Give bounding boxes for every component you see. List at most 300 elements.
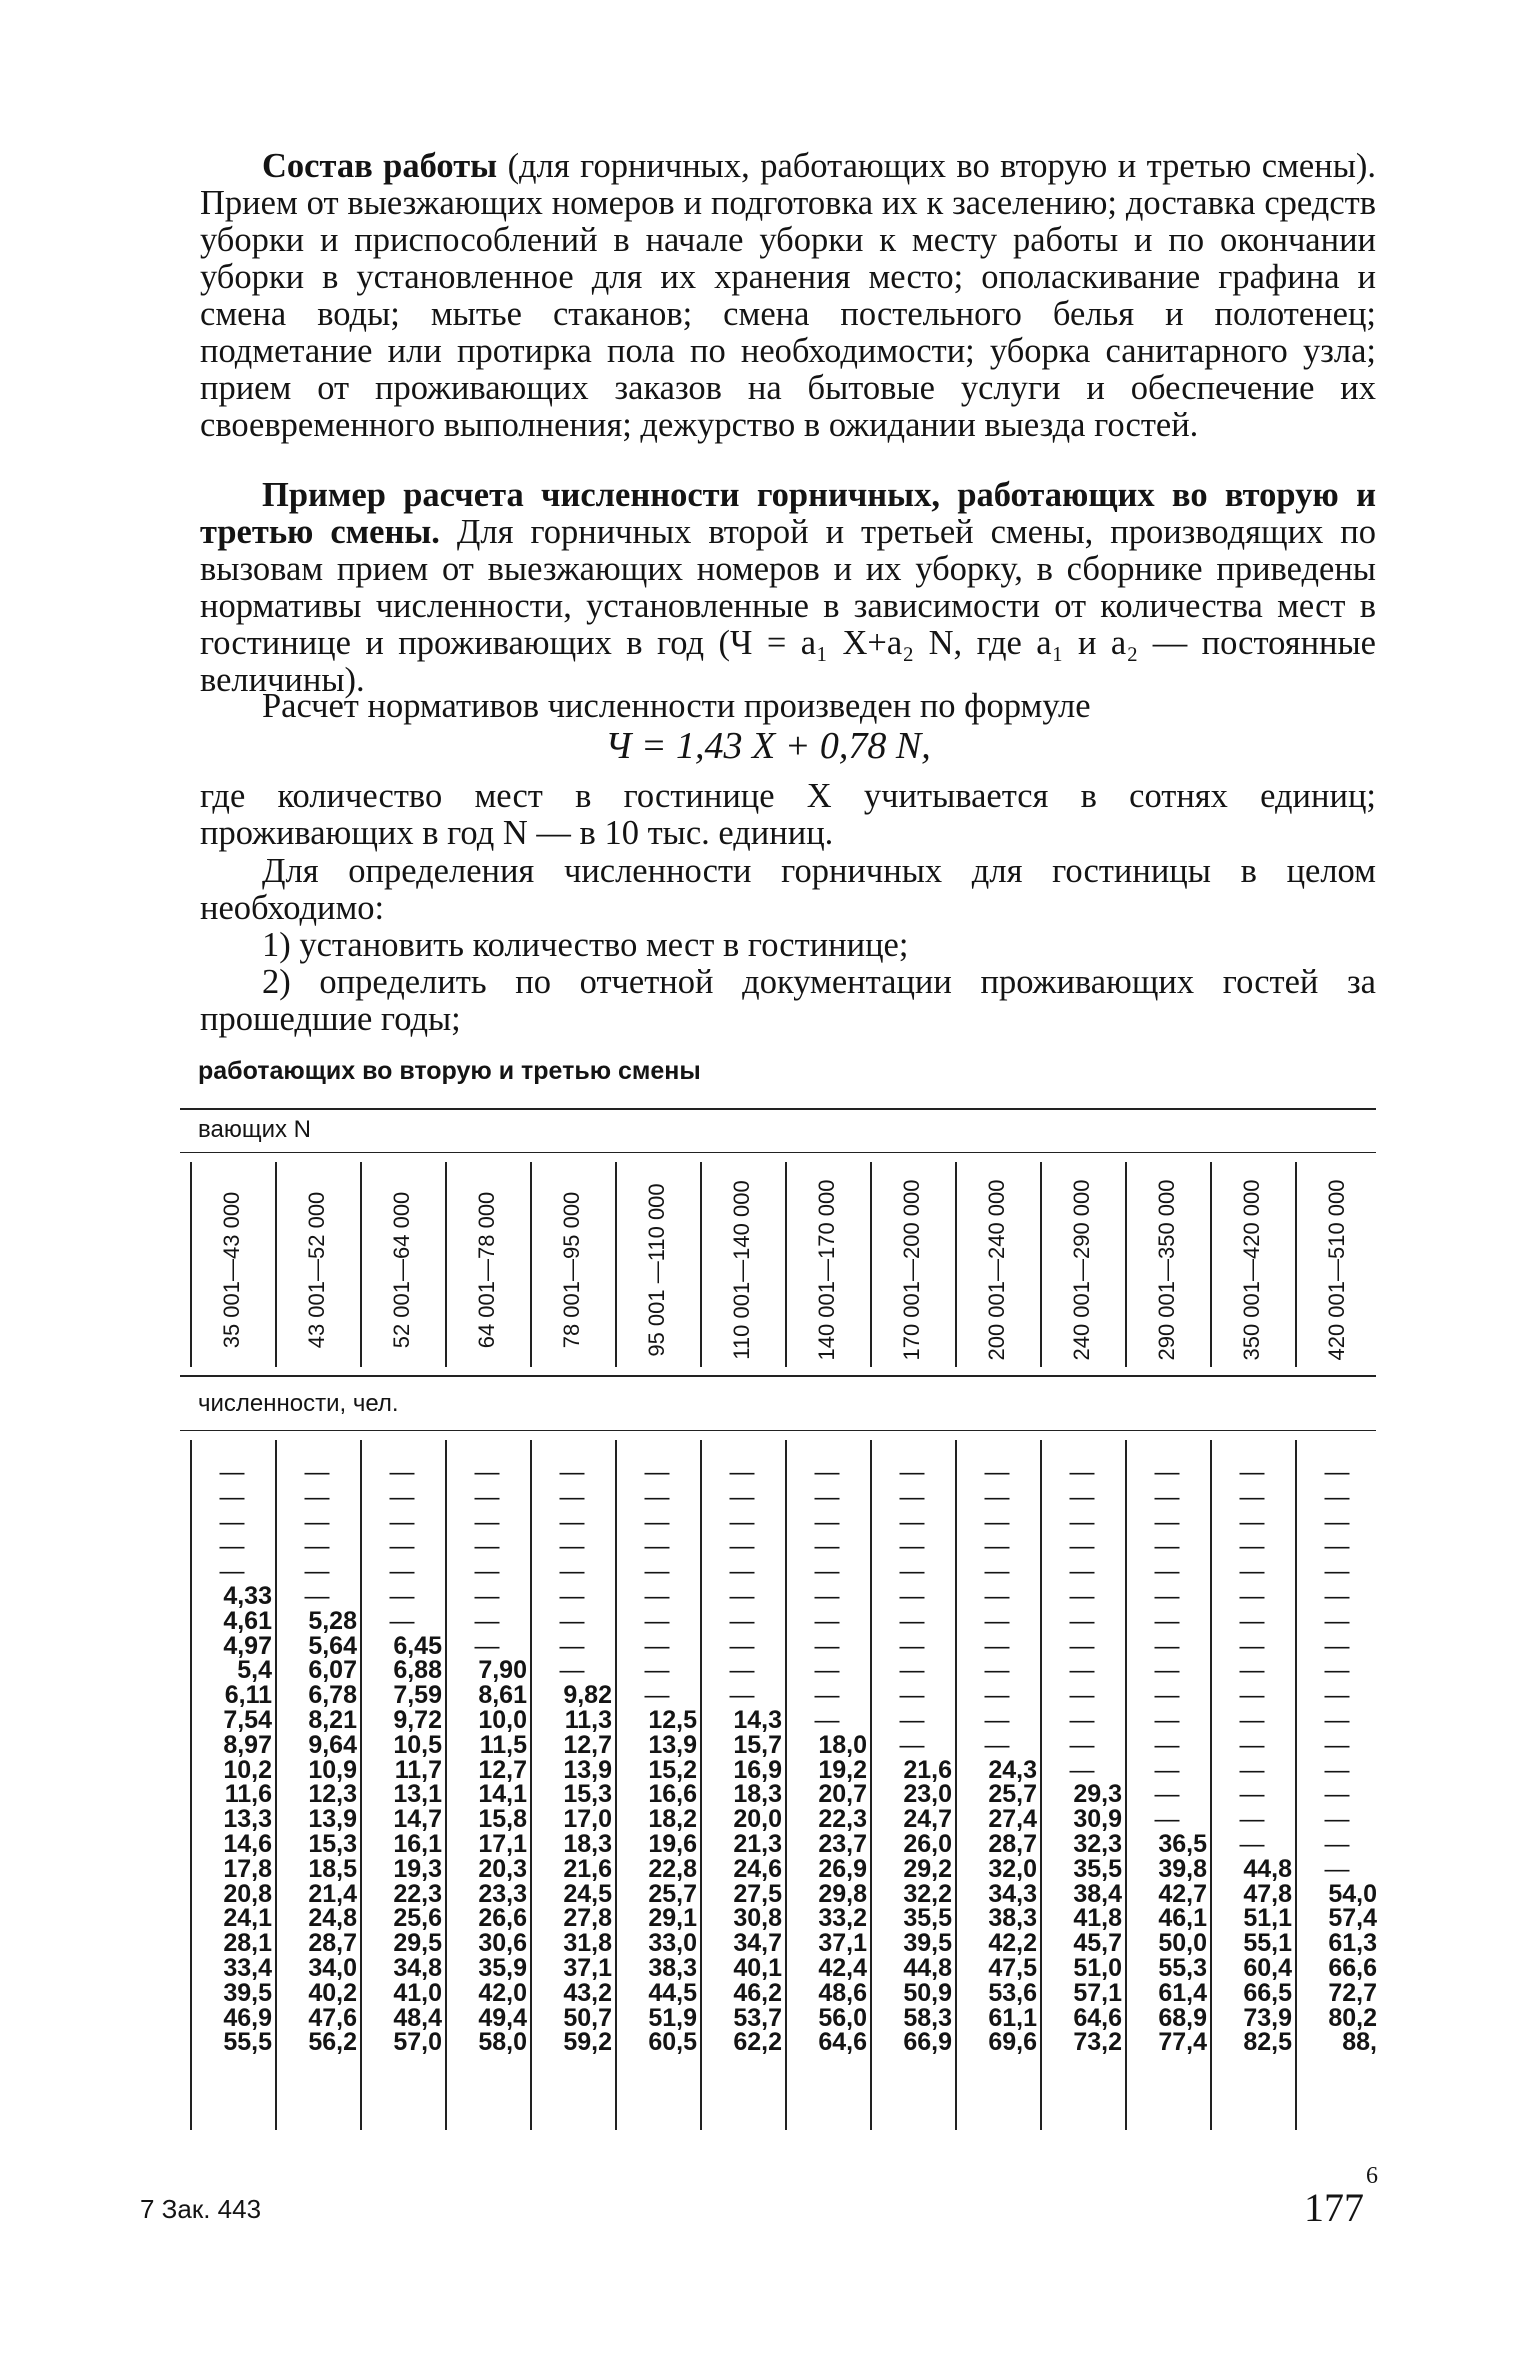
table-cell: 42,7	[1158, 1879, 1207, 1908]
table-cell: —	[814, 1482, 840, 1511]
column-header-label: 240 001—290 000	[1069, 1179, 1094, 1361]
formula-intro: Расчет нормативов численности произведен по формуле	[262, 687, 1091, 725]
table-cell: —	[1069, 1557, 1095, 1586]
table-cell: —	[1239, 1606, 1265, 1635]
table-cell: 42,4	[818, 1953, 867, 1982]
table-cell: 56,2	[308, 2028, 357, 2057]
table-cell: —	[1069, 1730, 1095, 1759]
table-cell: 38,4	[1073, 1879, 1122, 1908]
table-cell: —	[219, 1532, 245, 1561]
table-cell: —	[1154, 1606, 1180, 1635]
table-cell: 30,9	[1073, 1805, 1122, 1834]
table-cell: 46,9	[223, 2003, 272, 2032]
table-cell: —	[1069, 1606, 1095, 1635]
table-cell: —	[559, 1581, 585, 1610]
table-cell: —	[1239, 1705, 1265, 1734]
column-divider	[275, 1162, 277, 1367]
table-cell: —	[644, 1681, 670, 1710]
table-cell: —	[559, 1631, 585, 1660]
table-cell: 24,8	[308, 1904, 357, 1933]
table-cell: —	[1239, 1557, 1265, 1586]
table-cell: —	[644, 1606, 670, 1635]
table-cell: —	[1069, 1482, 1095, 1511]
table-cell: 26,9	[818, 1854, 867, 1883]
table-cell: 46,1	[1158, 1904, 1207, 1933]
table-cell: 47,5	[988, 1953, 1037, 1982]
table-cell: 15,3	[563, 1780, 612, 1809]
table-cell: —	[899, 1705, 925, 1734]
table-cell: —	[814, 1681, 840, 1710]
table-cell: 27,5	[733, 1879, 782, 1908]
data-column	[277, 1460, 357, 2055]
table-cell: 47,8	[1243, 1879, 1292, 1908]
table-cell: —	[644, 1581, 670, 1610]
table-cell: 23,3	[478, 1879, 527, 1908]
table-cell: 33,2	[818, 1904, 867, 1933]
table-cell: 57,1	[1073, 1978, 1122, 2007]
table-cell: 7,54	[223, 1705, 272, 1734]
table-cell: —	[1154, 1532, 1180, 1561]
table-cell: 8,61	[478, 1681, 527, 1710]
table-cell: 57,4	[1328, 1904, 1377, 1933]
column-divider	[530, 1162, 532, 1367]
table-cell: —	[729, 1681, 755, 1710]
table-cell: —	[729, 1507, 755, 1536]
table-cell: 53,6	[988, 1978, 1037, 2007]
table-cell: 6,45	[393, 1631, 442, 1660]
table-cell: 19,6	[648, 1829, 697, 1858]
data-column	[1127, 1460, 1207, 2055]
paragraph-formula-units	[200, 778, 1376, 852]
data-column	[1042, 1460, 1122, 2055]
table-cell: 72,7	[1328, 1978, 1377, 2007]
table-cell: —	[1154, 1730, 1180, 1759]
table-cell: 32,2	[903, 1879, 952, 1908]
table-cell: —	[474, 1507, 500, 1536]
table-cell: 55,1	[1243, 1929, 1292, 1958]
table-cell: 35,9	[478, 1953, 527, 1982]
data-column	[872, 1460, 952, 2055]
table-cell: 47,6	[308, 2003, 357, 2032]
formula-units: где количество мест в гостинице X учитывается в сотнях единиц; проживающих в год N — в 10 тыс. единиц.	[200, 777, 1376, 852]
table-cell: 53,7	[733, 2003, 782, 2032]
column-header-label: 95 001 —110 000	[644, 1183, 669, 1357]
column-divider	[870, 1162, 872, 1367]
data-column	[787, 1460, 867, 2055]
table-cell: 11,5	[479, 1730, 527, 1759]
table-cell: 37,1	[818, 1929, 867, 1958]
table-cell: 10,5	[393, 1730, 442, 1759]
table-cell: 14,3	[733, 1705, 782, 1734]
column-header	[1062, 1175, 1102, 1365]
table-cell: 22,8	[648, 1854, 697, 1883]
table-cell: —	[899, 1532, 925, 1561]
table-cell: —	[1239, 1532, 1265, 1561]
table-group-header: вающих N	[198, 1116, 311, 1143]
example-text: Для горничных второй и третьей смены, производящих по вызовам прием от выезжающих номеров и их уборку, в сборнике приведены нормативы численности, установленные в зависимости от количества мест в гостинице и проживающих в год (Ч = a₁ X+a₂ N, где a₁ и a₂ — постоянные величины).	[200, 513, 1376, 699]
table-cell: 25,6	[393, 1904, 442, 1933]
table-cell: 13,9	[563, 1755, 612, 1784]
table-cell: 73,2	[1073, 2028, 1122, 2057]
table-cell: 18,0	[818, 1730, 867, 1759]
table-cell: —	[1324, 1780, 1350, 1809]
data-column	[192, 1460, 272, 2055]
table-cell: 33,0	[648, 1929, 697, 1958]
table-cell: —	[899, 1458, 925, 1486]
column-divider	[700, 1162, 702, 1367]
table-cell: 51,1	[1243, 1904, 1292, 1933]
table-cell: —	[304, 1482, 330, 1511]
table-cell: —	[1239, 1581, 1265, 1610]
table-cell: —	[1239, 1507, 1265, 1536]
table-cell: 34,7	[733, 1929, 782, 1958]
column-divider	[190, 1162, 192, 1367]
table-cell: 29,2	[903, 1854, 952, 1883]
table-cell: 20,8	[223, 1879, 272, 1908]
table-cell: 58,3	[903, 2003, 952, 2032]
table-cell: —	[1324, 1458, 1350, 1486]
table-cell: 16,9	[733, 1755, 782, 1784]
table-cell: 22,3	[393, 1879, 442, 1908]
table-cell: 17,1	[478, 1829, 527, 1858]
table-cell: 35,5	[903, 1904, 952, 1933]
column-header-label: 350 001—420 000	[1239, 1179, 1264, 1361]
table-cell: 58,0	[478, 2028, 527, 2057]
table-cell: —	[1069, 1705, 1095, 1734]
table-cell: —	[814, 1557, 840, 1586]
table-cell: —	[984, 1631, 1010, 1660]
table-cell: —	[1154, 1482, 1180, 1511]
column-header	[892, 1175, 932, 1365]
page-number: 177	[1304, 2185, 1364, 2230]
table-cell: 59,2	[563, 2028, 612, 2057]
table-cell: —	[814, 1532, 840, 1561]
table-cell: —	[984, 1581, 1010, 1610]
column-header	[212, 1175, 252, 1365]
table-cell: 60,5	[648, 2028, 697, 2057]
table-cell: 14,1	[478, 1780, 527, 1809]
table-cell: 37,1	[563, 1953, 612, 1982]
table-cell: 41,0	[393, 1978, 442, 2007]
table-cell: —	[389, 1482, 415, 1511]
table-cell: 16,6	[648, 1780, 697, 1809]
table-cell: —	[729, 1631, 755, 1660]
table-cell: 24,5	[563, 1879, 612, 1908]
table-cell: —	[1069, 1755, 1095, 1784]
data-column	[702, 1460, 782, 2055]
table-cell: 5,4	[237, 1656, 272, 1685]
table-top-rule	[180, 1108, 1376, 1110]
data-column	[617, 1460, 697, 2055]
table-cell: 69,6	[988, 2028, 1037, 2057]
table-cell: —	[1324, 1656, 1350, 1685]
table-cell: 22,3	[818, 1805, 867, 1834]
table-cell: —	[474, 1557, 500, 1586]
table-cell: 10,0	[478, 1705, 527, 1734]
table-cell: 15,3	[308, 1829, 357, 1858]
table-cell: —	[304, 1557, 330, 1586]
column-header-label: 170 001—200 000	[899, 1179, 924, 1361]
column-divider	[445, 1162, 447, 1367]
column-header	[637, 1175, 677, 1365]
column-header	[1317, 1175, 1357, 1365]
column-header-label: 35 001—43 000	[219, 1191, 244, 1349]
column-header	[552, 1175, 592, 1365]
table-cell: 50,7	[563, 2003, 612, 2032]
table-cell: —	[729, 1482, 755, 1511]
table-cell: —	[729, 1656, 755, 1685]
table-cell: —	[304, 1581, 330, 1610]
table-cell: 28,1	[223, 1929, 272, 1958]
table-cell: —	[1154, 1805, 1180, 1834]
column-divider	[785, 1162, 787, 1367]
table-cell: 24,1	[223, 1904, 272, 1933]
table-cell: —	[1324, 1631, 1350, 1660]
table-cell: —	[474, 1606, 500, 1635]
table-cell: 34,0	[308, 1953, 357, 1982]
table-cell: 30,6	[478, 1929, 527, 1958]
procedure-item-2: 2) определить по отчетной документации проживающих гостей за прошедшие годы;	[200, 963, 1376, 1038]
table-cell: —	[474, 1532, 500, 1561]
table-cell: 61,3	[1328, 1929, 1377, 1958]
table-cell: —	[474, 1581, 500, 1610]
table-cell: 29,5	[393, 1929, 442, 1958]
column-header-label: 420 001—510 000	[1324, 1179, 1349, 1361]
table-cell: 18,3	[563, 1829, 612, 1858]
table-cell: 73,9	[1243, 2003, 1292, 2032]
table-cell: —	[559, 1532, 585, 1561]
table-cell: —	[474, 1458, 500, 1486]
table-cell: —	[304, 1532, 330, 1561]
column-divider	[1040, 1162, 1042, 1367]
table-cell: 48,4	[393, 2003, 442, 2032]
table-cell: —	[219, 1507, 245, 1536]
table-cell: —	[984, 1507, 1010, 1536]
table-cell: —	[1324, 1805, 1350, 1834]
table-cell: 40,1	[733, 1953, 782, 1982]
table-cell: 42,2	[988, 1929, 1037, 1958]
table-cell: 18,3	[733, 1780, 782, 1809]
table-cell: 61,4	[1158, 1978, 1207, 2007]
table-cell: —	[1239, 1631, 1265, 1660]
table-header-rule	[180, 1152, 1376, 1153]
table-cell: 26,6	[478, 1904, 527, 1933]
data-column	[957, 1460, 1037, 2055]
table-cell: 54,0	[1328, 1879, 1377, 1908]
table-cell: 56,0	[818, 2003, 867, 2032]
column-header-label: 290 001—350 000	[1154, 1179, 1179, 1361]
table-cell: —	[559, 1557, 585, 1586]
table-cell: —	[389, 1507, 415, 1536]
table-cell: 32,3	[1073, 1829, 1122, 1858]
table-cell: 19,2	[818, 1755, 867, 1784]
data-column	[362, 1460, 442, 2055]
table-cell: 12,5	[648, 1705, 697, 1734]
table-cell: —	[984, 1557, 1010, 1586]
table-cell: —	[1324, 1482, 1350, 1511]
table-cell: —	[814, 1705, 840, 1734]
table-cell: —	[389, 1581, 415, 1610]
table-cell: —	[1069, 1631, 1095, 1660]
table-cell: —	[899, 1656, 925, 1685]
table-cell: 13,9	[648, 1730, 697, 1759]
table-cell: —	[984, 1482, 1010, 1511]
column-divider	[1210, 1162, 1212, 1367]
table-cell: —	[814, 1507, 840, 1536]
table-subheader: численности, чел.	[198, 1390, 399, 1417]
table-cell: 9,64	[308, 1730, 357, 1759]
table-cell: —	[474, 1482, 500, 1511]
table-cell: 60,4	[1243, 1953, 1292, 1982]
table-cell: 29,1	[648, 1904, 697, 1933]
table-cell: 23,0	[903, 1780, 952, 1809]
table-cell: —	[1154, 1631, 1180, 1660]
table-cell: —	[1324, 1606, 1350, 1635]
column-divider	[360, 1162, 362, 1367]
table-cell: —	[984, 1681, 1010, 1710]
table-cell: —	[1069, 1581, 1095, 1610]
table-cell: 27,4	[988, 1805, 1037, 1834]
table-cell: 66,5	[1243, 1978, 1292, 2007]
table-cell: 5,64	[308, 1631, 357, 1660]
table-cell: 77,4	[1158, 2028, 1207, 2057]
table-cell: —	[1069, 1507, 1095, 1536]
table-cell: 24,6	[733, 1854, 782, 1883]
table-cell: 28,7	[308, 1929, 357, 1958]
column-divider	[955, 1162, 957, 1367]
table-cell: 26,0	[903, 1829, 952, 1858]
table-cell: —	[644, 1532, 670, 1561]
table-cell: 4,97	[223, 1631, 272, 1660]
table-cell: —	[984, 1606, 1010, 1635]
table-cell: —	[814, 1606, 840, 1635]
table-cell: 64,6	[818, 2028, 867, 2057]
table-cell: —	[1154, 1656, 1180, 1685]
table-cell: —	[644, 1557, 670, 1586]
column-divider	[1125, 1162, 1127, 1367]
table-cell: —	[1324, 1730, 1350, 1759]
table-cell: —	[814, 1581, 840, 1610]
table-cell: —	[389, 1458, 415, 1486]
table-cell: —	[559, 1482, 585, 1511]
table-cell: 16,1	[393, 1829, 442, 1858]
table-cell: —	[899, 1606, 925, 1635]
table-cell: 38,3	[988, 1904, 1037, 1933]
table-cell: —	[1324, 1755, 1350, 1784]
table-cell: —	[559, 1507, 585, 1536]
table-cell: —	[729, 1606, 755, 1635]
table-cell: 82,5	[1243, 2028, 1292, 2057]
table-cell: 11,7	[394, 1755, 442, 1784]
table-cell: 20,0	[733, 1805, 782, 1834]
table-cell: 20,7	[818, 1780, 867, 1809]
table-cell: —	[1154, 1681, 1180, 1710]
table-cell: —	[984, 1705, 1010, 1734]
table-cell: 25,7	[648, 1879, 697, 1908]
column-header-label: 52 001—64 000	[389, 1191, 414, 1349]
table-cell: 14,6	[223, 1829, 272, 1858]
table-cell: 9,82	[563, 1681, 612, 1710]
table-cell: —	[1239, 1829, 1265, 1858]
table-cell: 44,5	[648, 1978, 697, 2007]
column-header	[722, 1175, 762, 1365]
table-cell: 18,5	[308, 1854, 357, 1883]
table-cell: —	[729, 1581, 755, 1610]
table-cell: 50,9	[903, 1978, 952, 2007]
table-cell: —	[1154, 1557, 1180, 1586]
table-cell: —	[644, 1458, 670, 1486]
table-cell: —	[1154, 1581, 1180, 1610]
table-cell: 35,5	[1073, 1854, 1122, 1883]
data-column	[1297, 1460, 1377, 2055]
column-header-label: 64 001—78 000	[474, 1191, 499, 1349]
table-cell: —	[729, 1532, 755, 1561]
table-cell: 42,0	[478, 1978, 527, 2007]
table-cell: 33,4	[223, 1953, 272, 1982]
table-cell: —	[219, 1557, 245, 1586]
column-header-label: 140 001—170 000	[814, 1179, 839, 1361]
table-cell: —	[1154, 1780, 1180, 1809]
table-cell: 6,78	[308, 1681, 357, 1710]
table-cell: —	[1069, 1681, 1095, 1710]
column-header-label: 200 001—240 000	[984, 1179, 1009, 1361]
table-cell: —	[729, 1458, 755, 1486]
table-cell: 4,61	[223, 1606, 272, 1635]
table-cell: 13,1	[393, 1780, 442, 1809]
table-cell: 49,4	[478, 2003, 527, 2032]
table-cell: 8,97	[223, 1730, 272, 1759]
table-cell: 15,7	[733, 1730, 782, 1759]
table-cell: 17,8	[223, 1854, 272, 1883]
table-cell: 8,21	[308, 1705, 357, 1734]
table-cell: 66,9	[903, 2028, 952, 2057]
formula: Ч = 1,43 X + 0,78 N,	[605, 725, 931, 767]
table-cell: 9,72	[393, 1705, 442, 1734]
table-cell: 7,90	[478, 1656, 527, 1685]
page-superscript: 6	[1366, 2163, 1378, 2189]
work-scope-label: Состав работы	[262, 147, 498, 185]
table-cell: 34,8	[393, 1953, 442, 1982]
table-cell: 5,28	[308, 1606, 357, 1635]
table-cell: 51,0	[1073, 1953, 1122, 1982]
paragraph-work-scope	[200, 148, 1376, 444]
paragraph-procedure	[200, 853, 1376, 1038]
table-cell: 62,2	[733, 2028, 782, 2057]
procedure-item-1: 1) установить количество мест в гостинице;	[262, 926, 909, 964]
table-cell: 44,8	[903, 1953, 952, 1982]
table-cell: —	[1154, 1507, 1180, 1536]
table-cell: 88,	[1342, 2028, 1377, 2057]
table-cell: 40,2	[308, 1978, 357, 2007]
table-cell: —	[1239, 1730, 1265, 1759]
print-order-info: 7 Зак. 443	[140, 2194, 262, 2224]
table-cell: —	[1239, 1656, 1265, 1685]
data-column	[447, 1460, 527, 2055]
table-cell: 45,7	[1073, 1929, 1122, 1958]
column-header	[467, 1175, 507, 1365]
table-cell: 55,5	[223, 2028, 272, 2057]
table-cell: —	[1069, 1532, 1095, 1561]
table-cell: —	[1324, 1581, 1350, 1610]
table-cell: —	[644, 1631, 670, 1660]
table-cell: —	[304, 1458, 330, 1486]
table-cell: 39,5	[903, 1929, 952, 1958]
column-header	[1232, 1175, 1272, 1365]
table-cell: —	[304, 1507, 330, 1536]
table-cell: 38,3	[648, 1953, 697, 1982]
table-cell: 6,07	[308, 1656, 357, 1685]
procedure-intro: Для определения численности горничных для гостиницы в целом необходимо:	[200, 852, 1376, 927]
